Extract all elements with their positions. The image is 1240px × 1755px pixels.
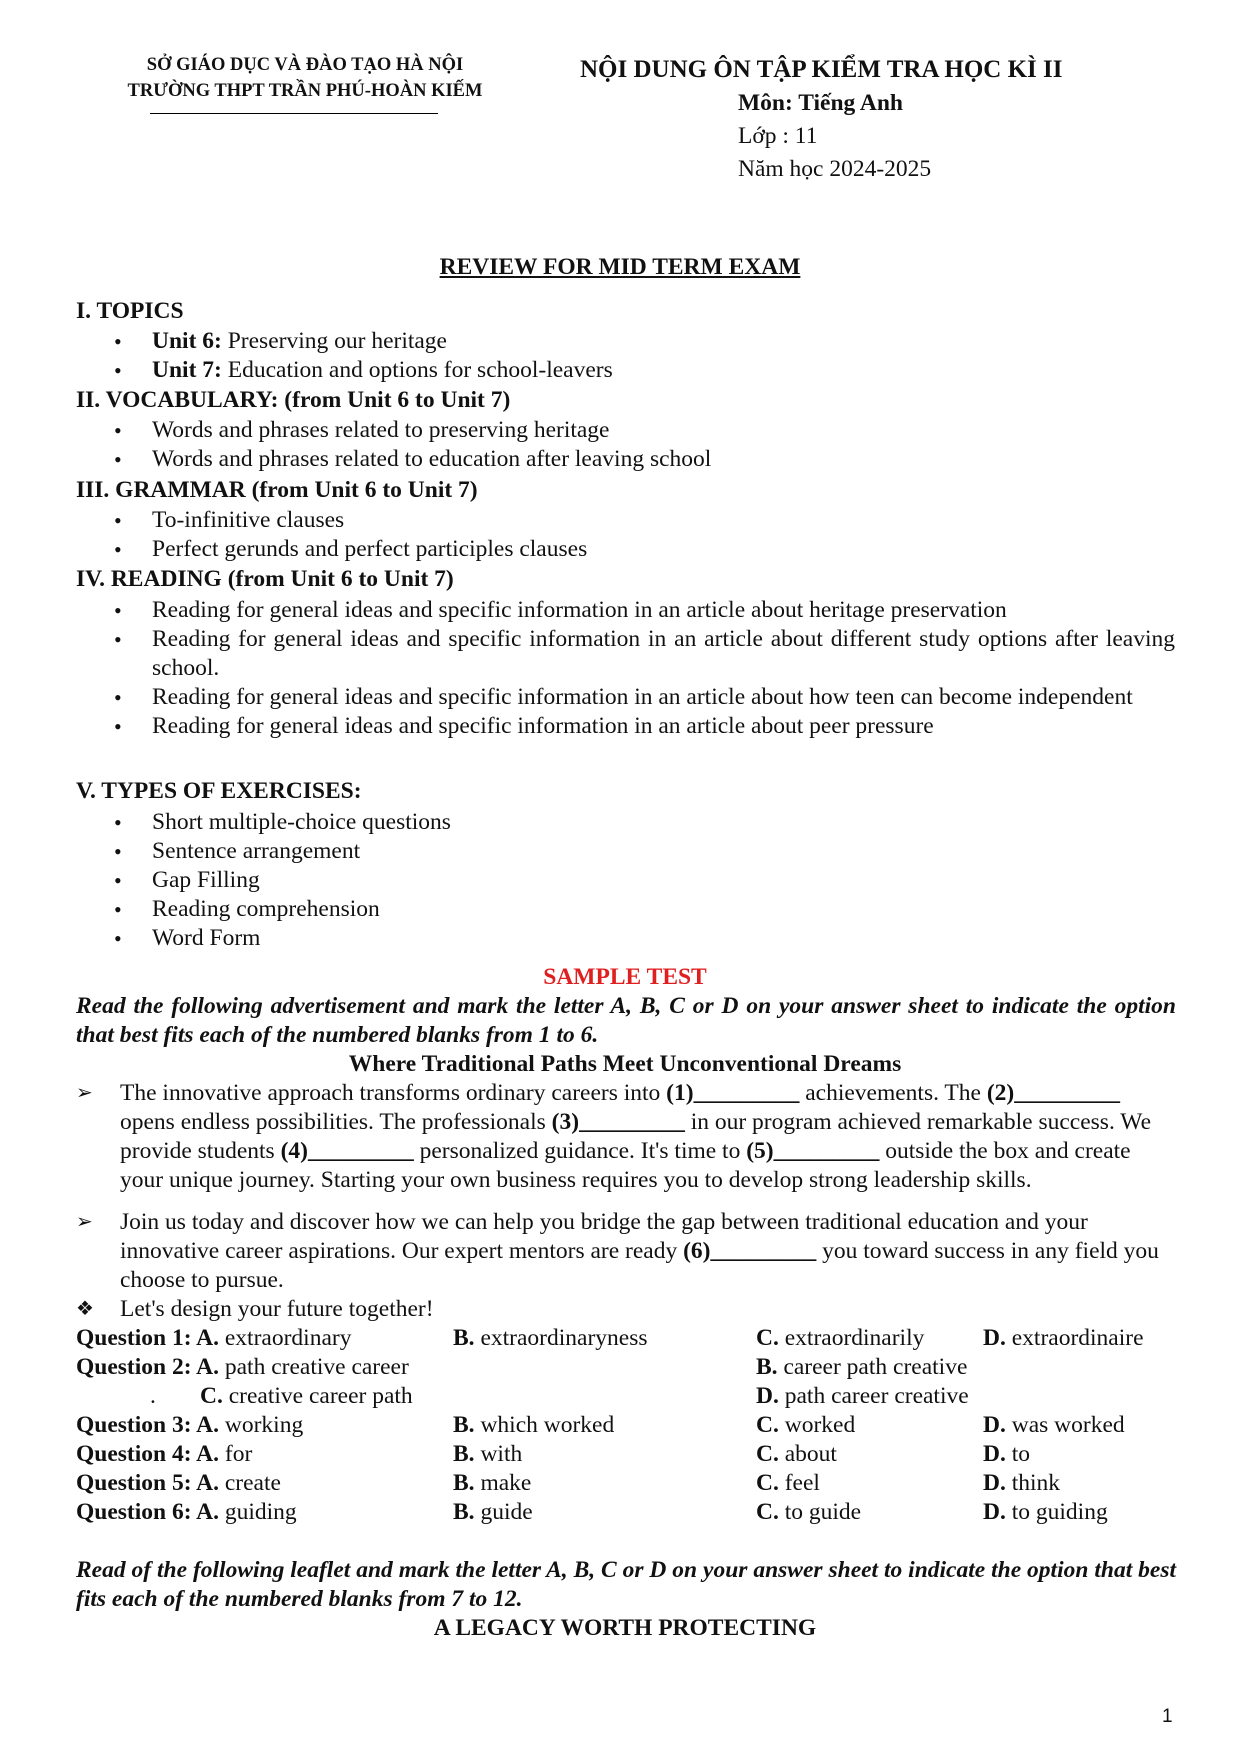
option-letter: A. <box>196 1354 219 1380</box>
option-letter: A. <box>196 1499 219 1525</box>
diamond-bullet-icon: ❖ <box>76 1298 94 1320</box>
paragraph-text <box>120 1208 1176 1295</box>
stray-dot: . <box>150 1383 156 1409</box>
option-letter: D. <box>756 1383 779 1409</box>
list-item: • Words and phrases related to preserving heritage <box>110 416 1175 445</box>
option-text: path creative career <box>219 1354 409 1380</box>
question-label: Question 5: <box>76 1470 197 1496</box>
list-item <box>110 356 1175 385</box>
passage-paragraph <box>76 1079 1176 1195</box>
blank-2: (2)_________ <box>986 1080 1120 1106</box>
option-text: guiding <box>219 1499 297 1525</box>
list-item: • Reading for general ideas and specific information in an article about different study options after leaving school. <box>110 625 1175 683</box>
option-letter: B. <box>453 1441 475 1467</box>
text-run: opens endless possibilities. The professionals <box>120 1109 552 1135</box>
list-item: • Reading comprehension <box>110 895 1175 924</box>
text-run: you toward success in any field you choose to pursue. <box>120 1238 1159 1293</box>
grammar-heading: III. GRAMMAR (from Unit 6 to Unit 7) <box>76 477 478 503</box>
reading-heading: IV. READING (from Unit 6 to Unit 7) <box>76 566 454 592</box>
option-letter: D. <box>983 1325 1006 1351</box>
topics-heading: I. TOPICS <box>76 298 184 324</box>
option-text: to guide <box>778 1499 862 1525</box>
option-letter: D. <box>983 1470 1006 1496</box>
option-text: with <box>474 1441 523 1467</box>
topics-list <box>110 327 1175 385</box>
text-run: personalized guidance. It's time to <box>413 1138 747 1164</box>
department-name: SỞ GIÁO DỤC VÀ ĐÀO TẠO HÀ NỘI <box>146 55 464 75</box>
option-text: which worked <box>474 1412 615 1438</box>
unit-label: Unit 7: <box>152 357 222 383</box>
option-text: worked <box>778 1412 856 1438</box>
option-letter: B. <box>453 1412 475 1438</box>
option-letter: A. <box>196 1325 219 1351</box>
document-title: NỘI DUNG ÔN TẬP KIỂM TRA HỌC KÌ II <box>580 56 1063 83</box>
instruction-2: Read of the following leaflet and mark the letter A, B, C or D on your answer sheet to indicate the option that best fits each of the numbered blanks from 7 to 12. <box>76 1557 1176 1612</box>
question-2-continued <box>76 1382 1176 1411</box>
text-run: The innovative approach transforms ordinary careers into <box>120 1080 667 1106</box>
grade-line: Lớp : 11 <box>738 123 818 149</box>
option-letter: C. <box>756 1325 779 1351</box>
sample-test-title: SAMPLE TEST <box>543 964 707 990</box>
option-text: path career creative <box>778 1383 969 1409</box>
subject-line: Môn: Tiếng Anh <box>738 90 903 116</box>
option-letter: D. <box>983 1441 1006 1467</box>
option-text: extraordinarily <box>778 1325 925 1351</box>
instruction-1: Read the following advertisement and mark the letter A, B, C or D on your answer sheet to indicate the option that best fits each of the numbered blanks from 1 to 6. <box>76 993 1176 1048</box>
option-text: to guiding <box>1005 1499 1108 1525</box>
option-text: career path creative <box>777 1354 968 1380</box>
question-label: Question 6: <box>76 1499 197 1525</box>
list-item: • Reading for general ideas and specific information in an article about heritage preservation <box>110 596 1175 625</box>
page-number: 1 <box>1162 1706 1173 1727</box>
exercises-list <box>110 808 1175 953</box>
blank-4: (4)_________ <box>280 1138 414 1164</box>
grammar-list <box>110 506 1175 564</box>
option-letter: B. <box>453 1325 475 1351</box>
list-item: • Perfect gerunds and perfect participles clauses <box>110 535 1175 564</box>
option-text: extraordinaire <box>1005 1325 1144 1351</box>
option-letter: B. <box>756 1354 778 1380</box>
option-text: guide <box>474 1499 533 1525</box>
option-text: create <box>219 1470 281 1496</box>
question-label: Question 4: <box>76 1441 197 1467</box>
option-letter: B. <box>453 1470 475 1496</box>
text-run: in our program achieved remarkable success. We provide students <box>120 1109 1152 1164</box>
list-item: • Reading for general ideas and specific information in an article about peer pressure <box>110 712 1175 741</box>
passage-paragraph <box>76 1208 1176 1295</box>
option-letter: D. <box>983 1412 1006 1438</box>
vocabulary-list <box>110 416 1175 474</box>
option-text: was worked <box>1005 1412 1125 1438</box>
reading-list <box>110 596 1175 741</box>
blank-5: (5)_________ <box>746 1138 880 1164</box>
option-letter: C. <box>756 1499 779 1525</box>
question-5 <box>76 1469 1176 1498</box>
arrow-bullet-icon: ➢ <box>76 1082 93 1104</box>
text-run: Join us today and discover how we can help you bridge the gap between traditional education and your innovative career aspirations. Our expert mentors are ready <box>120 1209 1088 1264</box>
list-item: • Short multiple-choice questions <box>110 808 1175 837</box>
question-label: Question 2: <box>76 1354 197 1380</box>
unit-label: Unit 6: <box>152 328 222 354</box>
option-letter: C. <box>756 1470 779 1496</box>
option-text: working <box>219 1412 304 1438</box>
passage-2-title: A LEGACY WORTH PROTECTING <box>433 1615 817 1641</box>
option-letter: A. <box>196 1441 219 1467</box>
option-letter: C. <box>200 1383 223 1409</box>
passage-closing <box>76 1295 1176 1324</box>
option-letter: D. <box>983 1499 1006 1525</box>
vocabulary-heading: II. VOCABULARY: (from Unit 6 to Unit 7) <box>76 387 511 413</box>
exercises-heading: V. TYPES OF EXERCISES: <box>76 778 362 804</box>
question-6 <box>76 1498 1176 1527</box>
question-2 <box>76 1353 1176 1382</box>
closing-text: Let's design your future together! <box>120 1296 434 1322</box>
list-item: • To-infinitive clauses <box>110 506 1175 535</box>
option-letter: A. <box>196 1470 219 1496</box>
option-text: extraordinaryness <box>474 1325 648 1351</box>
school-header <box>90 52 520 104</box>
blank-3: (3)_________ <box>551 1109 685 1135</box>
list-item: • Words and phrases related to education after leaving school <box>110 445 1175 474</box>
unit-text: Preserving our heritage <box>221 328 447 354</box>
header-underline <box>150 113 438 114</box>
question-4 <box>76 1440 1176 1469</box>
option-text: feel <box>778 1470 820 1496</box>
option-text: for <box>219 1441 253 1467</box>
unit-text: Education and options for school-leavers <box>221 357 613 383</box>
review-title: REVIEW FOR MID TERM EXAM <box>439 254 801 280</box>
passage-1-title: Where Traditional Paths Meet Unconventional Dreams <box>348 1051 902 1077</box>
option-letter: B. <box>453 1499 475 1525</box>
list-item <box>110 327 1175 356</box>
question-label: Question 3: <box>76 1412 197 1438</box>
option-text: about <box>778 1441 837 1467</box>
list-item: • Sentence arrangement <box>110 837 1175 866</box>
blank-6: (6)_________ <box>683 1238 817 1264</box>
option-letter: C. <box>756 1412 779 1438</box>
arrow-bullet-icon: ➢ <box>76 1211 93 1233</box>
option-text: think <box>1005 1470 1061 1496</box>
option-letter: A. <box>196 1412 219 1438</box>
list-item: • Gap Filling <box>110 866 1175 895</box>
option-text: make <box>474 1470 532 1496</box>
list-item: • Word Form <box>110 924 1175 953</box>
option-text: extraordinary <box>219 1325 352 1351</box>
school-name: TRƯỜNG THPT TRẦN PHÚ-HOÀN KIẾM <box>127 81 483 101</box>
list-item: • Reading for general ideas and specific information in an article about how teen can become independent <box>110 683 1175 712</box>
school-year-line: Năm học 2024-2025 <box>738 156 932 182</box>
paragraph-text <box>120 1079 1176 1195</box>
blank-1: (1)_________ <box>666 1080 800 1106</box>
option-text: to <box>1005 1441 1031 1467</box>
option-text: creative career path <box>222 1383 413 1409</box>
question-3 <box>76 1411 1176 1440</box>
option-letter: C. <box>756 1441 779 1467</box>
text-run: achievements. The <box>799 1080 987 1106</box>
question-label: Question 1: <box>76 1325 197 1351</box>
question-1 <box>76 1324 1176 1353</box>
text-run: outside the box and create your unique journey. Starting your own business requires you to develop strong leadership skills. <box>120 1138 1131 1193</box>
